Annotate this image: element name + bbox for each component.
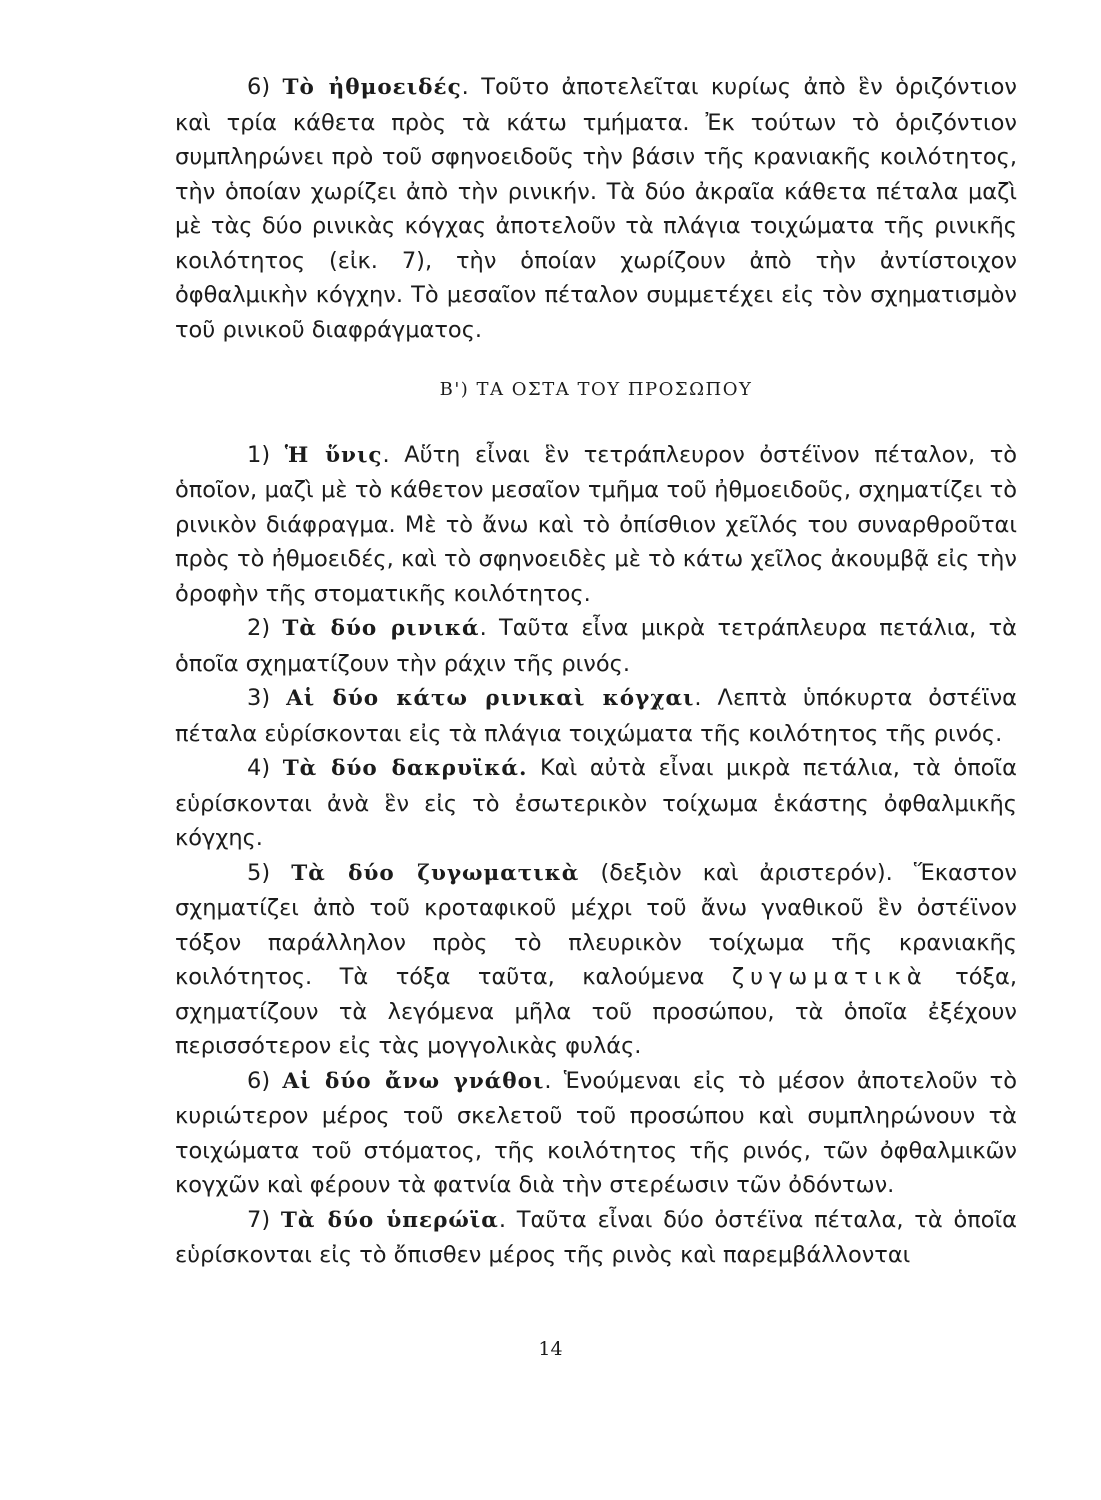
paragraph-nasal <box>175 611 1017 681</box>
paragraph-spaced-term: ζυγωματικὰ <box>731 964 928 990</box>
paragraph-term: Αἱ δύο ἄνω γνάθοι <box>282 1068 545 1094</box>
paragraph-zygomatic <box>175 856 1017 1064</box>
paragraph-vomer <box>175 438 1017 612</box>
paragraph-text: (δεξιὸν καὶ ἀριστερόν). Ἕκαστον σχηματίζει ἀπὸ τοῦ κροταφικοῦ μέχρι τοῦ ἄνω γναθικοῦ ἓν ὀστέϊνον τόξον παράλληλον πρὸς τὸ πλευρικὸν τοίχωμα τῆς κρανιακῆς κοιλότητος. Τὰ τόξα ταῦτα, καλούμενα <box>175 859 1017 990</box>
section-heading: Β') ΤΑ ΟΣΤΑ ΤΟΥ ΠΡΟΣΩΠΟΥ <box>439 379 753 400</box>
paragraph-text: Καὶ αὐτὰ εἶναι μικρὰ πετάλια, τὰ ὁποῖα εὑρίσκονται ἀνὰ ἓν εἰς τὸ ἐσωτερικὸν τοίχωμα ἑκάστης ὀφθαλμικῆς κόγχης. <box>175 755 1017 851</box>
paragraph-text: . Ἑνούμεναι εἰς τὸ μέσον ἀποτελοῦν τὸ κυριώτερον μέρος τοῦ σκελετοῦ τοῦ προσώπου καὶ συμπληρώνουν τὰ τοιχώματα τοῦ στόματος, τῆς κοιλότητος τῆς ρινός, τῶν ὀφθαλμικῶν κογχῶν καὶ φέρουν τὰ φατνία διὰ τὴν στερέωσιν τῶν ὀδόντων. <box>175 1067 1017 1198</box>
paragraph-text: . Ταῦτα εἶναι δύο ὀστέϊνα πέταλα, τὰ ὁποῖα εὑρίσκονται εἰς τὸ ὄπισθεν μέρος τῆς ρινὸς καὶ παρεμβάλλονται <box>175 1206 1018 1268</box>
paragraph-number: 7) <box>247 1206 271 1233</box>
paragraph-text: . Αὕτη εἶναι ἓν τετράπλευρον ὀστέϊνον πέταλον, τὸ ὁποῖον, μαζὶ μὲ τὸ κάθετον μεσαῖον τμῆμα τοῦ ἠθμοειδοῦς, σχηματίζει τὸ ρινικὸν διάφραγμα. Μὲ τὸ ἄνω καὶ τὸ ὀπίσθιον χεῖλός του συναρθροῦται πρὸς τὸ ἠθμοειδές, καὶ τὸ σφηνοειδὲς μὲ τὸ κάτω χεῖλος ἀκουμβᾷ εἰς τὴν ὀροφὴν τῆς στοματικῆς κοιλότητος. <box>175 441 1018 607</box>
paragraph-number: 6) <box>247 74 271 100</box>
paragraph-term: Ἡ ὕνις <box>284 442 383 468</box>
paragraph-text: . Τοῦτο ἀποτελεῖται κυρίως ἀπὸ ἓν ὁριζόντιον καὶ τρία κάθετα πρὸς τὰ κάτω τμήματα. Ἐκ τούτων τὸ ὁριζόντιον συμπληρώνει πρὸ τοῦ σφηνοειδοῦς τὴν βάσιν τῆς κρανιακῆς κοιλότητος, τὴν ὁποίαν χωρίζει ἀπὸ τὴν ρινικήν. Τὰ δύο ἀκραῖα κάθετα πέταλα μαζὶ μὲ τὰς δύο ρινικὰς κόγχας ἀποτελοῦν τὰ πλάγια τοιχώματα τῆς ρινικῆς κοιλότητος (εἰκ. 7), τὴν ὁποίαν χωρίζουν ἀπὸ τὴν ἀντίστοιχον ὀφθαλμικὴν κόγχην. Τὸ μεσαῖον πέταλον συμμετέχει εἰς τὸν σχηματισμὸν τοῦ ρινικοῦ διαφράγματος. <box>175 74 1017 343</box>
paragraph-term: Τὰ δύο ὑπερώϊα <box>280 1207 499 1233</box>
paragraph-number: 1) <box>247 441 271 468</box>
paragraph-number: 3) <box>247 685 271 711</box>
paragraph-number: 2) <box>247 615 271 641</box>
paragraph-text: . Ταῦτα εἶνα μικρὰ τετράπλευρα πετάλια, τὰ ὁποῖα σχηματίζουν τὴν ράχιν τῆς ρινός. <box>175 615 1017 677</box>
paragraph-number: 4) <box>247 755 271 781</box>
paragraph-lacrimal <box>175 751 1017 856</box>
paragraph-palatine <box>175 1203 1017 1273</box>
paragraph-term: Τὰ δύο ρινικά <box>282 616 480 641</box>
paragraph-ethmoid <box>175 70 1017 347</box>
paragraph-number: 6) <box>247 1067 271 1094</box>
paragraph-inferior-conchae <box>175 681 1017 751</box>
paragraph-maxillae <box>175 1064 1017 1203</box>
page-body <box>175 70 1017 1273</box>
page-number: 14 <box>538 1338 563 1360</box>
paragraph-text: . Λεπτὰ ὑπόκυρτα ὀστέϊνα πέταλα εὑρίσκονται εἰς τὰ πλάγια τοιχώματα τῆς κοιλότητος τῆς ρινός. <box>175 685 1017 747</box>
paragraph-term: Τὰ δύο ζυγωματικὰ <box>291 860 580 886</box>
paragraph-term: Αἱ δύο κάτω ρινικαὶ κόγχαι <box>286 686 695 711</box>
paragraph-text-end: τόξα, σχηματίζουν τὰ λεγόμενα μῆλα τοῦ προσώπου, τὰ ὁποῖα ἐξέχουν περισσότερον εἰς τὰς μογγολικὰς φυλάς. <box>175 964 1018 1059</box>
paragraph-number: 5) <box>247 859 271 886</box>
paragraph-term: Τὸ ἠθμοειδές <box>282 75 462 100</box>
paragraph-term: Τὰ δύο δακρυϊκά. <box>282 756 528 781</box>
